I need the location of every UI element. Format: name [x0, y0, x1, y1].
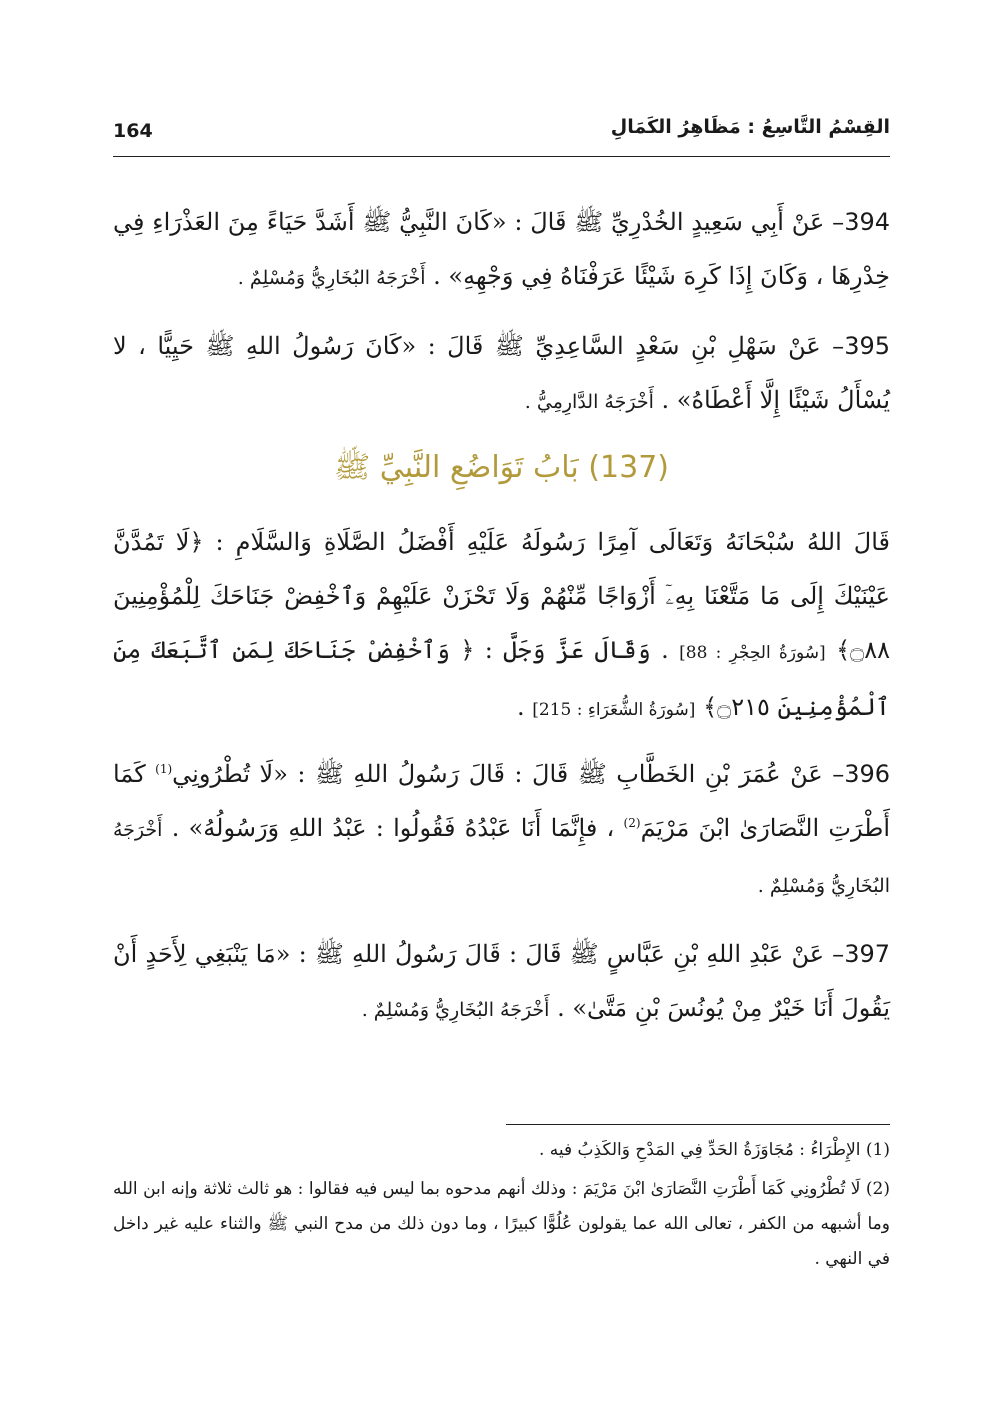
hadith-395 — [113, 319, 890, 429]
hadith-attribution: أَخْرَجَهُ البُخَارِيُّ وَمُسْلِمٌ . — [361, 999, 550, 1021]
quran-reference-2: [سُورَةُ الشُّعَرَاءِ : 215] — [532, 700, 696, 720]
hadith-number: 397 — [844, 940, 890, 968]
footnote-1: (1) الإِطْرَاءُ : مُجَاوَزَةُ الحَدِّ فِي المَدْحِ وَالكَذِبُ فيه . — [538, 1140, 890, 1160]
hadith-397 — [113, 927, 890, 1037]
intro-end: . — [516, 693, 525, 721]
page-header — [113, 112, 890, 157]
intro-text-2: . وَقَالَ عَزَّ وَجَلَّ : ﴿ وَٱخْفِضْ جَنَاحَكَ لِمَنِ ٱتَّبَعَكَ مِنَ ٱلْمُؤْمِنِينَ ۝٢١٥﴾ — [113, 636, 890, 721]
hadith-text-c: ، فإِنَّمَا أَنَا عَبْدُهُ فَقُولُوا : عَبْدُ اللهِ وَرَسُولُهُ» . — [171, 814, 615, 842]
page-number: 164 — [113, 120, 153, 142]
hadith-text-a: – عَنْ عُمَرَ بْنِ الخَطَّابِ ﷺ قَالَ : قَالَ رَسُولُ اللهِ ﷺ : «لَا تُطْرُونِي — [172, 760, 845, 788]
chapter-title: (137) بَابُ تَوَاضُعِ النَّبِيِّ ﷺ — [333, 450, 669, 485]
hadith-number: 395 — [844, 332, 890, 360]
hadith-394 — [113, 195, 890, 305]
main-content — [113, 195, 890, 1051]
hadith-text-b: كَمَا أَطْرَتِ النَّصَارَىٰ ابْنَ مَرْيَمَ — [113, 760, 890, 842]
hadith-text: – عَنْ سَهْلِ بْنِ سَعْدٍ السَّاعِدِيِّ ﷺ قَالَ : «كَانَ رَسُولُ اللهِ ﷺ حَيِيًّا ، لا يُسْأَلُ شَيْئًا إِلَّا أَعْطَاهُ» . — [113, 332, 890, 414]
intro-text-1: قَالَ اللهُ سُبْحَانَهُ وَتَعَالَى آمِرًا رَسُولَهُ عَلَيْهِ أَفْضَلُ الصَّلَاةِ وَالسَّلَامِ : ﴿لَا تَمُدَّنَّ عَيْنَيْكَ إِلَى مَا مَتَّعْنَا بِهِۦٓ أَزْوَاجًا مِّنْهُمْ وَلَا تَحْزَنْ عَلَيْهِمْ وَٱخْفِضْ جَنَاحَكَ لِلْمُؤْمِنِينَ ۝٨٨﴾ — [113, 528, 890, 664]
footnote-marker-2[interactable]: (2) — [623, 816, 641, 830]
hadith-number: 396 — [844, 760, 891, 788]
footnote-marker-1[interactable]: (1) — [155, 762, 173, 776]
footnotes — [113, 1133, 890, 1281]
footnote-divider — [506, 1124, 890, 1125]
footnote-2: (2) لَا تُطْرُونِي كَمَا أَطْرَتِ النَّصَارَىٰ ابْنَ مَرْيَمَ : وذلك أنهم مدحوه بما ليس فيه فقالوا : هو ثالث ثلاثة وإنه ابن الله وما أشبهه من الكفر ، تعالى الله عما يقولون عُلُوًّا كبيرًا ، وما دون ذلك من مدح النبي ﷺ والثناء عليه غير داخل في النهي . — [113, 1179, 890, 1269]
running-title: القِسْمُ التَّاسِعُ : مَظَاهِرُ الكَمَالِ — [610, 116, 890, 138]
hadith-attribution: أَخْرَجَهُ الدَّارِمِيُّ . — [524, 391, 654, 413]
hadith-396 — [113, 747, 890, 913]
hadith-attribution: أَخْرَجَهُ البُخَارِيُّ وَمُسْلِمٌ . — [113, 819, 890, 897]
hadith-text: – عَنْ عَبْدِ اللهِ بْنِ عَبَّاسٍ ﷺ قَالَ : قَالَ رَسُولُ اللهِ ﷺ : «مَا يَنْبَغِي لِأَحَدٍ أَنْ يَقُولَ أَنَا خَيْرٌ مِنْ يُونُسَ بْنِ مَتَّىٰ» . — [113, 940, 890, 1022]
chapter-intro — [113, 515, 890, 737]
hadith-text: – عَنْ أَبِي سَعِيدٍ الخُدْرِيِّ ﷺ قَالَ : «كَانَ النَّبِيُّ ﷺ أَشَدَّ حَيَاءً مِنَ العَذْرَاءِ فِي خِدْرِهَا ، وَكَانَ إِذَا كَرِهَ شَيْئًا عَرَفْنَاهُ فِي وَجْهِهِ» . — [113, 208, 890, 290]
hadith-attribution: أَخْرَجَهُ البُخَارِيُّ وَمُسْلِمٌ . — [237, 267, 426, 289]
quran-reference-1: [سُورَةُ الحِجْرِ : 88] — [679, 643, 826, 663]
hadith-number: 394 — [844, 208, 890, 236]
